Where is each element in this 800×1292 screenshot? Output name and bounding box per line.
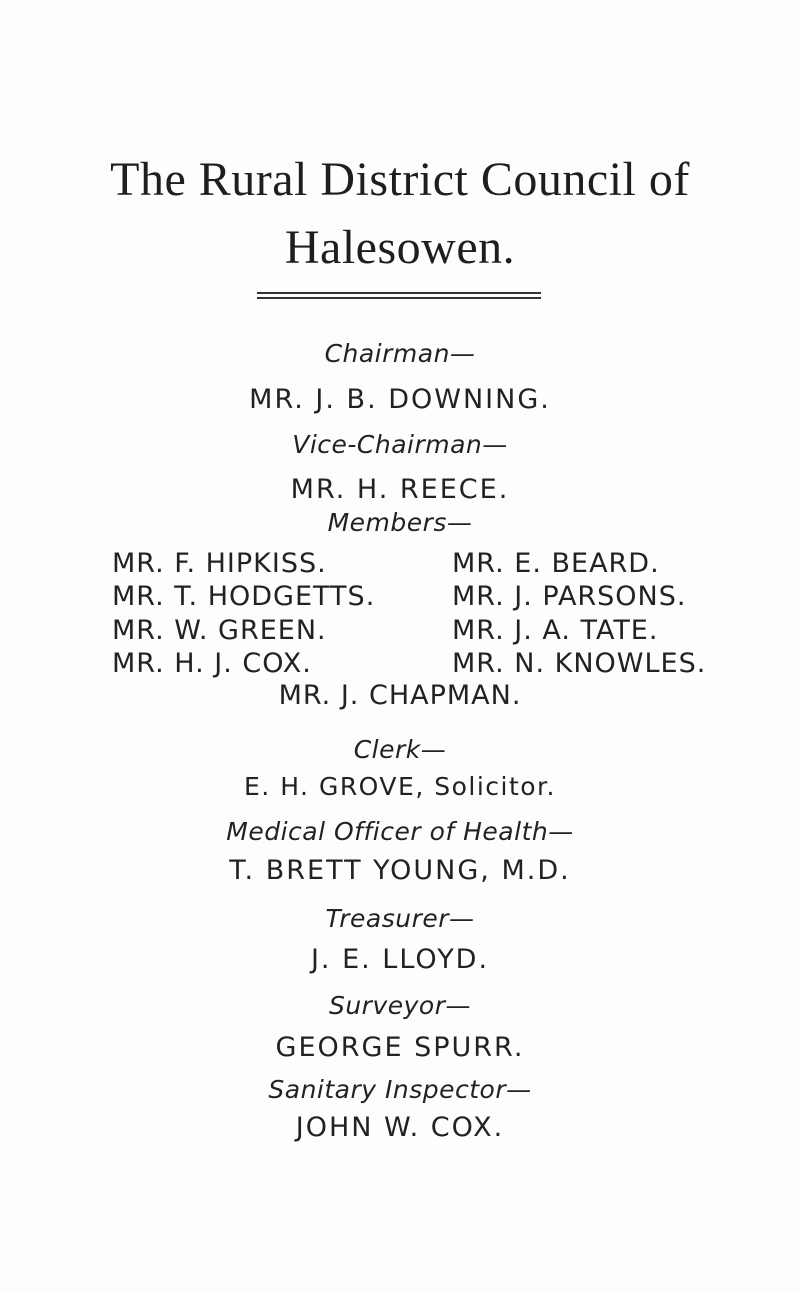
vice-chairman-label: Vice-Chairman— [292, 430, 508, 459]
medical-officer-name: T. BRETT YOUNG, M.D. [229, 855, 571, 886]
clerk-label: Clerk— [353, 735, 447, 764]
member-right-1: MR. E. BEARD. [452, 548, 660, 579]
council-title-line1: The Rural District Council of [110, 153, 690, 206]
chairman-name: MR. J. B. DOWNING. [249, 384, 551, 415]
member-right-2: MR. J. PARSONS. [452, 581, 687, 612]
treasurer-name: J. E. LLOYD. [310, 944, 490, 975]
surveyor-name: GEORGE SPURR. [275, 1032, 525, 1063]
member-left-2: MR. T. HODGETTS. [112, 581, 376, 612]
chairman-label: Chairman— [324, 339, 476, 368]
member-left-4: MR. H. J. COX. [112, 648, 312, 679]
treasurer-label: Treasurer— [325, 904, 475, 933]
clerk-name: E. H. GROVE, Solicitor. [244, 772, 556, 801]
member-right-4: MR. N. KNOWLES. [452, 648, 707, 679]
sanitary-inspector-name: JOHN W. COX. [295, 1112, 505, 1143]
sanitary-inspector-label: Sanitary Inspector— [268, 1075, 532, 1104]
title-divider [257, 292, 541, 299]
medical-officer-label: Medical Officer of Health— [226, 817, 574, 846]
member-left-3: MR. W. GREEN. [112, 615, 327, 646]
member-last: MR. J. CHAPMAN. [278, 680, 522, 711]
members-label: Members— [327, 508, 473, 537]
council-title-line2: Halesowen. [284, 221, 516, 274]
surveyor-label: Surveyor— [328, 991, 472, 1020]
member-left-1: MR. F. HIPKISS. [112, 548, 327, 579]
member-right-3: MR. J. A. TATE. [452, 615, 659, 646]
vice-chairman-name: MR. H. REECE. [290, 474, 510, 505]
